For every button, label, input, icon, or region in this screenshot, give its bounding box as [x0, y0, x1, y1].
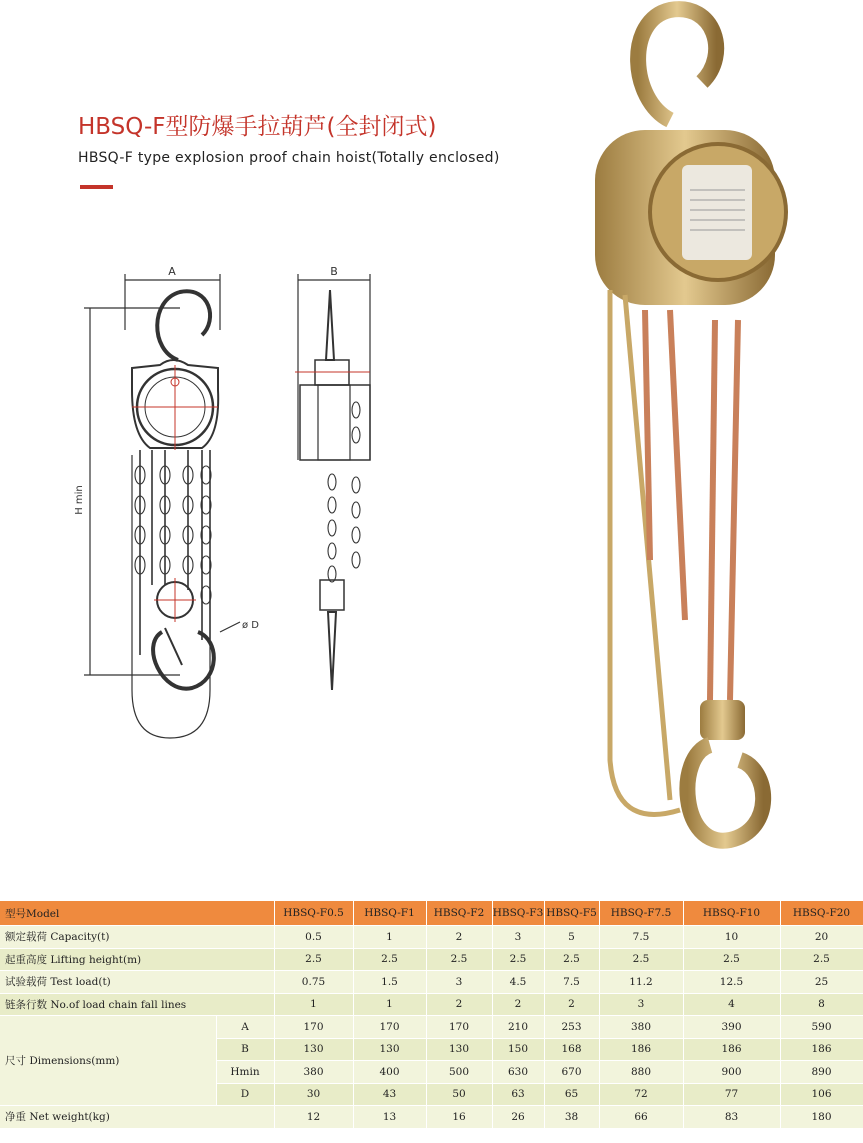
- table-cell: 170: [426, 1016, 492, 1039]
- dimension-label-b: B: [330, 265, 338, 278]
- specification-table: [0, 901, 863, 1129]
- table-cell: 1.5: [353, 971, 426, 994]
- table-cell: 0.5: [274, 926, 353, 949]
- table-row: [0, 926, 863, 949]
- table-cell: 2.5: [426, 948, 492, 971]
- table-cell: 400: [353, 1061, 426, 1084]
- table-cell: 170: [353, 1016, 426, 1039]
- header-cell: HBSQ-F3: [492, 901, 544, 926]
- table-row: [0, 1016, 863, 1039]
- header-cell: HBSQ-F5: [544, 901, 599, 926]
- dimension-label-a: A: [168, 265, 176, 278]
- table-cell: 186: [683, 1038, 780, 1061]
- sub-label: Hmin: [216, 1061, 274, 1084]
- table-cell: 66: [599, 1106, 683, 1129]
- table-cell: 380: [274, 1061, 353, 1084]
- table-cell: 3: [599, 993, 683, 1016]
- table-cell: 2.5: [683, 948, 780, 971]
- table-cell: 20: [780, 926, 863, 949]
- table-cell: 3: [492, 926, 544, 949]
- header-cell: HBSQ-F7.5: [599, 901, 683, 926]
- table-cell: 186: [780, 1038, 863, 1061]
- sub-label: B: [216, 1038, 274, 1061]
- table-cell: 253: [544, 1016, 599, 1039]
- page-subtitle: HBSQ-F type explosion proof chain hoist(Totally enclosed): [78, 150, 500, 166]
- table-cell: 2.5: [544, 948, 599, 971]
- table-cell: 390: [683, 1016, 780, 1039]
- table-cell: 26: [492, 1106, 544, 1129]
- table-cell: 10: [683, 926, 780, 949]
- table-cell: 7.5: [599, 926, 683, 949]
- row-label: 起重高度 Lifting height(m): [0, 948, 274, 971]
- table-cell: 8: [780, 993, 863, 1016]
- row-label: 试验载荷 Test load(t): [0, 971, 274, 994]
- table-cell: 2.5: [274, 948, 353, 971]
- table-cell: 130: [274, 1038, 353, 1061]
- sub-label: D: [216, 1083, 274, 1106]
- table-cell: 380: [599, 1016, 683, 1039]
- table-cell: 630: [492, 1061, 544, 1084]
- table-cell: 210: [492, 1016, 544, 1039]
- table-cell: 4: [683, 993, 780, 1016]
- table-cell: 43: [353, 1083, 426, 1106]
- table-cell: 500: [426, 1061, 492, 1084]
- table-cell: 63: [492, 1083, 544, 1106]
- table-cell: 890: [780, 1061, 863, 1084]
- table-cell: 670: [544, 1061, 599, 1084]
- header-cell: HBSQ-F10: [683, 901, 780, 926]
- table-header-row: [0, 901, 863, 926]
- header-model: 型号Model: [0, 901, 274, 926]
- table-cell: 2: [426, 926, 492, 949]
- table-cell: 72: [599, 1083, 683, 1106]
- table-cell: 16: [426, 1106, 492, 1129]
- table-cell: 130: [426, 1038, 492, 1061]
- table-cell: 2: [492, 993, 544, 1016]
- page-title: HBSQ-F型防爆手拉葫芦(全封闭式): [78, 114, 437, 140]
- table-cell: 83: [683, 1106, 780, 1129]
- table-cell: 2: [426, 993, 492, 1016]
- table-cell: 900: [683, 1061, 780, 1084]
- table-cell: 1: [274, 993, 353, 1016]
- table-cell: 2.5: [492, 948, 544, 971]
- table-cell: 13: [353, 1106, 426, 1129]
- table-cell: 106: [780, 1083, 863, 1106]
- table-row: [0, 993, 863, 1016]
- table-cell: 180: [780, 1106, 863, 1129]
- dimension-label-d: ø D: [242, 620, 259, 631]
- table-cell: 1: [353, 993, 426, 1016]
- table-cell: 150: [492, 1038, 544, 1061]
- table-cell: 7.5: [544, 971, 599, 994]
- chain-hoist-drawing-icon: [70, 260, 390, 750]
- table-row: [0, 948, 863, 971]
- table-cell: 65: [544, 1083, 599, 1106]
- table-cell: 2.5: [353, 948, 426, 971]
- header-cell: HBSQ-F2: [426, 901, 492, 926]
- table-cell: 30: [274, 1083, 353, 1106]
- table-cell: 4.5: [492, 971, 544, 994]
- header-cell: HBSQ-F20: [780, 901, 863, 926]
- table-cell: 130: [353, 1038, 426, 1061]
- table-cell: 2.5: [599, 948, 683, 971]
- header-cell: HBSQ-F0.5: [274, 901, 353, 926]
- row-label: 净重 Net weight(kg): [0, 1106, 274, 1129]
- table-cell: 25: [780, 971, 863, 994]
- title-accent-bar: [80, 185, 113, 189]
- table-cell: 170: [274, 1016, 353, 1039]
- table-cell: 11.2: [599, 971, 683, 994]
- table-cell: 2.5: [780, 948, 863, 971]
- row-label: 额定载荷 Capacity(t): [0, 926, 274, 949]
- table-cell: 12: [274, 1106, 353, 1129]
- dimension-label-h: H min: [74, 485, 85, 515]
- table-cell: 880: [599, 1061, 683, 1084]
- table-cell: 186: [599, 1038, 683, 1061]
- sub-label: A: [216, 1016, 274, 1039]
- table-row: [0, 1106, 863, 1129]
- table-cell: 5: [544, 926, 599, 949]
- table-cell: 0.75: [274, 971, 353, 994]
- table-cell: 3: [426, 971, 492, 994]
- header-cell: HBSQ-F1: [353, 901, 426, 926]
- table-row: [0, 971, 863, 994]
- table-cell: 77: [683, 1083, 780, 1106]
- table-cell: 38: [544, 1106, 599, 1129]
- row-label: 链条行数 No.of load chain fall lines: [0, 993, 274, 1016]
- table-cell: 590: [780, 1016, 863, 1039]
- table-cell: 2: [544, 993, 599, 1016]
- table-cell: 1: [353, 926, 426, 949]
- table-cell: 168: [544, 1038, 599, 1061]
- row-label-dimensions: 尺寸 Dimensions(mm): [0, 1016, 216, 1106]
- table-cell: 50: [426, 1083, 492, 1106]
- table-cell: 12.5: [683, 971, 780, 994]
- chain-hoist-photo-icon: [570, 0, 800, 870]
